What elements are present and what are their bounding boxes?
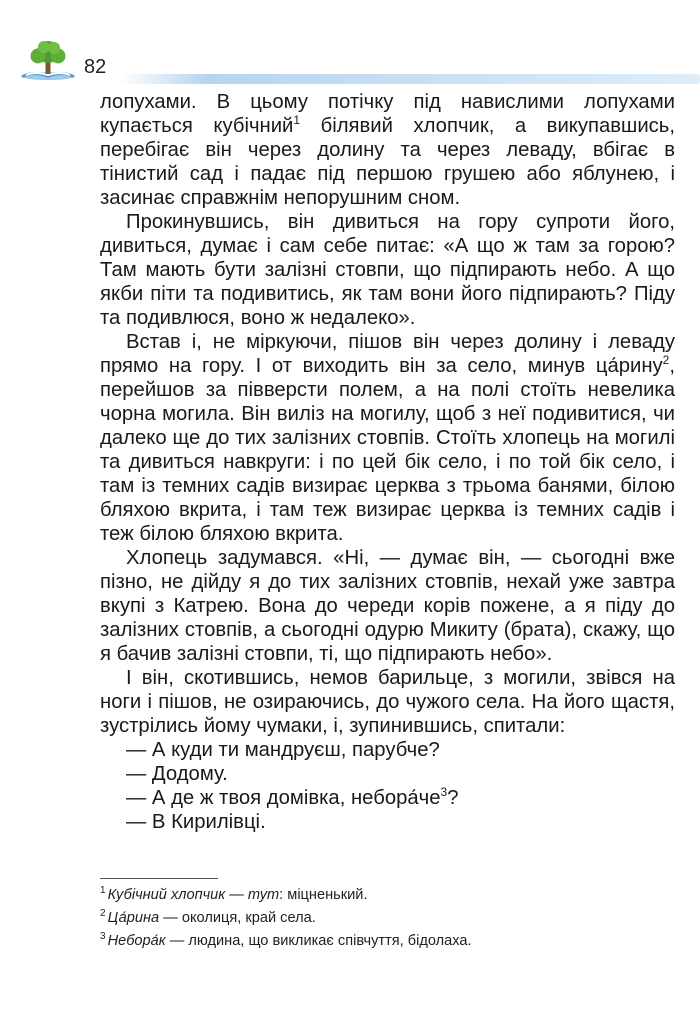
tree-on-book-icon <box>18 38 78 82</box>
paragraph: Прокинувшись, він дивиться на гору супроти його, дивиться, думає і сам себе питає: «А що ж там за горою? Там мають бути залізні стовпи, що підпирають небо. А що якби піти та подивитись, як там вони його підпирають? Піду та подивлюся, воно ж недалеко». <box>100 211 675 329</box>
footnotes <box>100 884 675 953</box>
dialogue-line: — А куди ти мандруєш, парубче? <box>126 739 440 761</box>
dialogue-line: — А де ж твоя домівка, $небора́че^3$? <box>126 785 459 809</box>
page-header <box>0 0 700 100</box>
footnote-ref: 3 <box>440 785 448 800</box>
page-number: 82 <box>84 56 107 78</box>
footnote: $^3$ Небора́к — людина, що викликає співчуття, бідолаха. <box>100 931 472 949</box>
paragraph: лопухами. В цьому потічку під навислими лопухами купається кубічний$^1$ білявий хлопчик, а викупавшись, перебігає він через долину та через леваду, вбігає в тінистий сад і падає під першою грушею або яблунею, і засинає справжнім непорушним сном. <box>100 91 675 209</box>
footnote: $^1$ Кубічний хлопчик — тут: міцненький. <box>100 885 368 903</box>
paragraph: І він, скотившись, немов барильце, з могили, звівся на ноги і пішов, не озираючись, до чужого села. На його щастя, зустрілись йому чумаки, і, зупинившись, спитали: <box>100 667 675 737</box>
footnote-ref: 1 <box>293 113 301 128</box>
dialogue-line: — Додому. <box>126 763 228 785</box>
dialogue-line: — В Кирилівці. <box>126 811 266 833</box>
footnote-ref: 2 <box>662 353 670 368</box>
footnote: $^2$ Ца́рина — околиця, край села. <box>100 908 316 926</box>
header-accent-band <box>120 74 700 84</box>
paragraph: Хлопець задумався. «Ні, — думає він, — сьогодні вже пізно, не дійду я до тих залізних стовпів, нехай уже завтра вкупі з Катрею. Вона до череди корів пожене, а я піду до залізних стовпів, а сьогодні одурю Микиту (брата), скажу, що я бачив залізні стовпи, ті, що підпирають небо». <box>100 547 675 665</box>
story-text <box>100 90 675 834</box>
footnote-divider <box>100 878 218 879</box>
paragraph: Встав і, не міркуючи, пішов він через долину і леваду прямо на гору. І от виходить він за село, минув ца́рину$^2$, перейшов за півверсти полем, а на полі стоїть невелика чорна могила. Він виліз на могилу, щоб з неї подивитися, чи далеко ще до тих залізних стовпів. Стоїть хлопець на могилі та дивиться навкруги: і по цей бік село, і по той бік село, і там із темних садів визирає церква з трьома банями, білою бляхою вкрита, і там теж визирає церква із темних садів і теж білою бляхою вкрита. <box>100 331 675 545</box>
